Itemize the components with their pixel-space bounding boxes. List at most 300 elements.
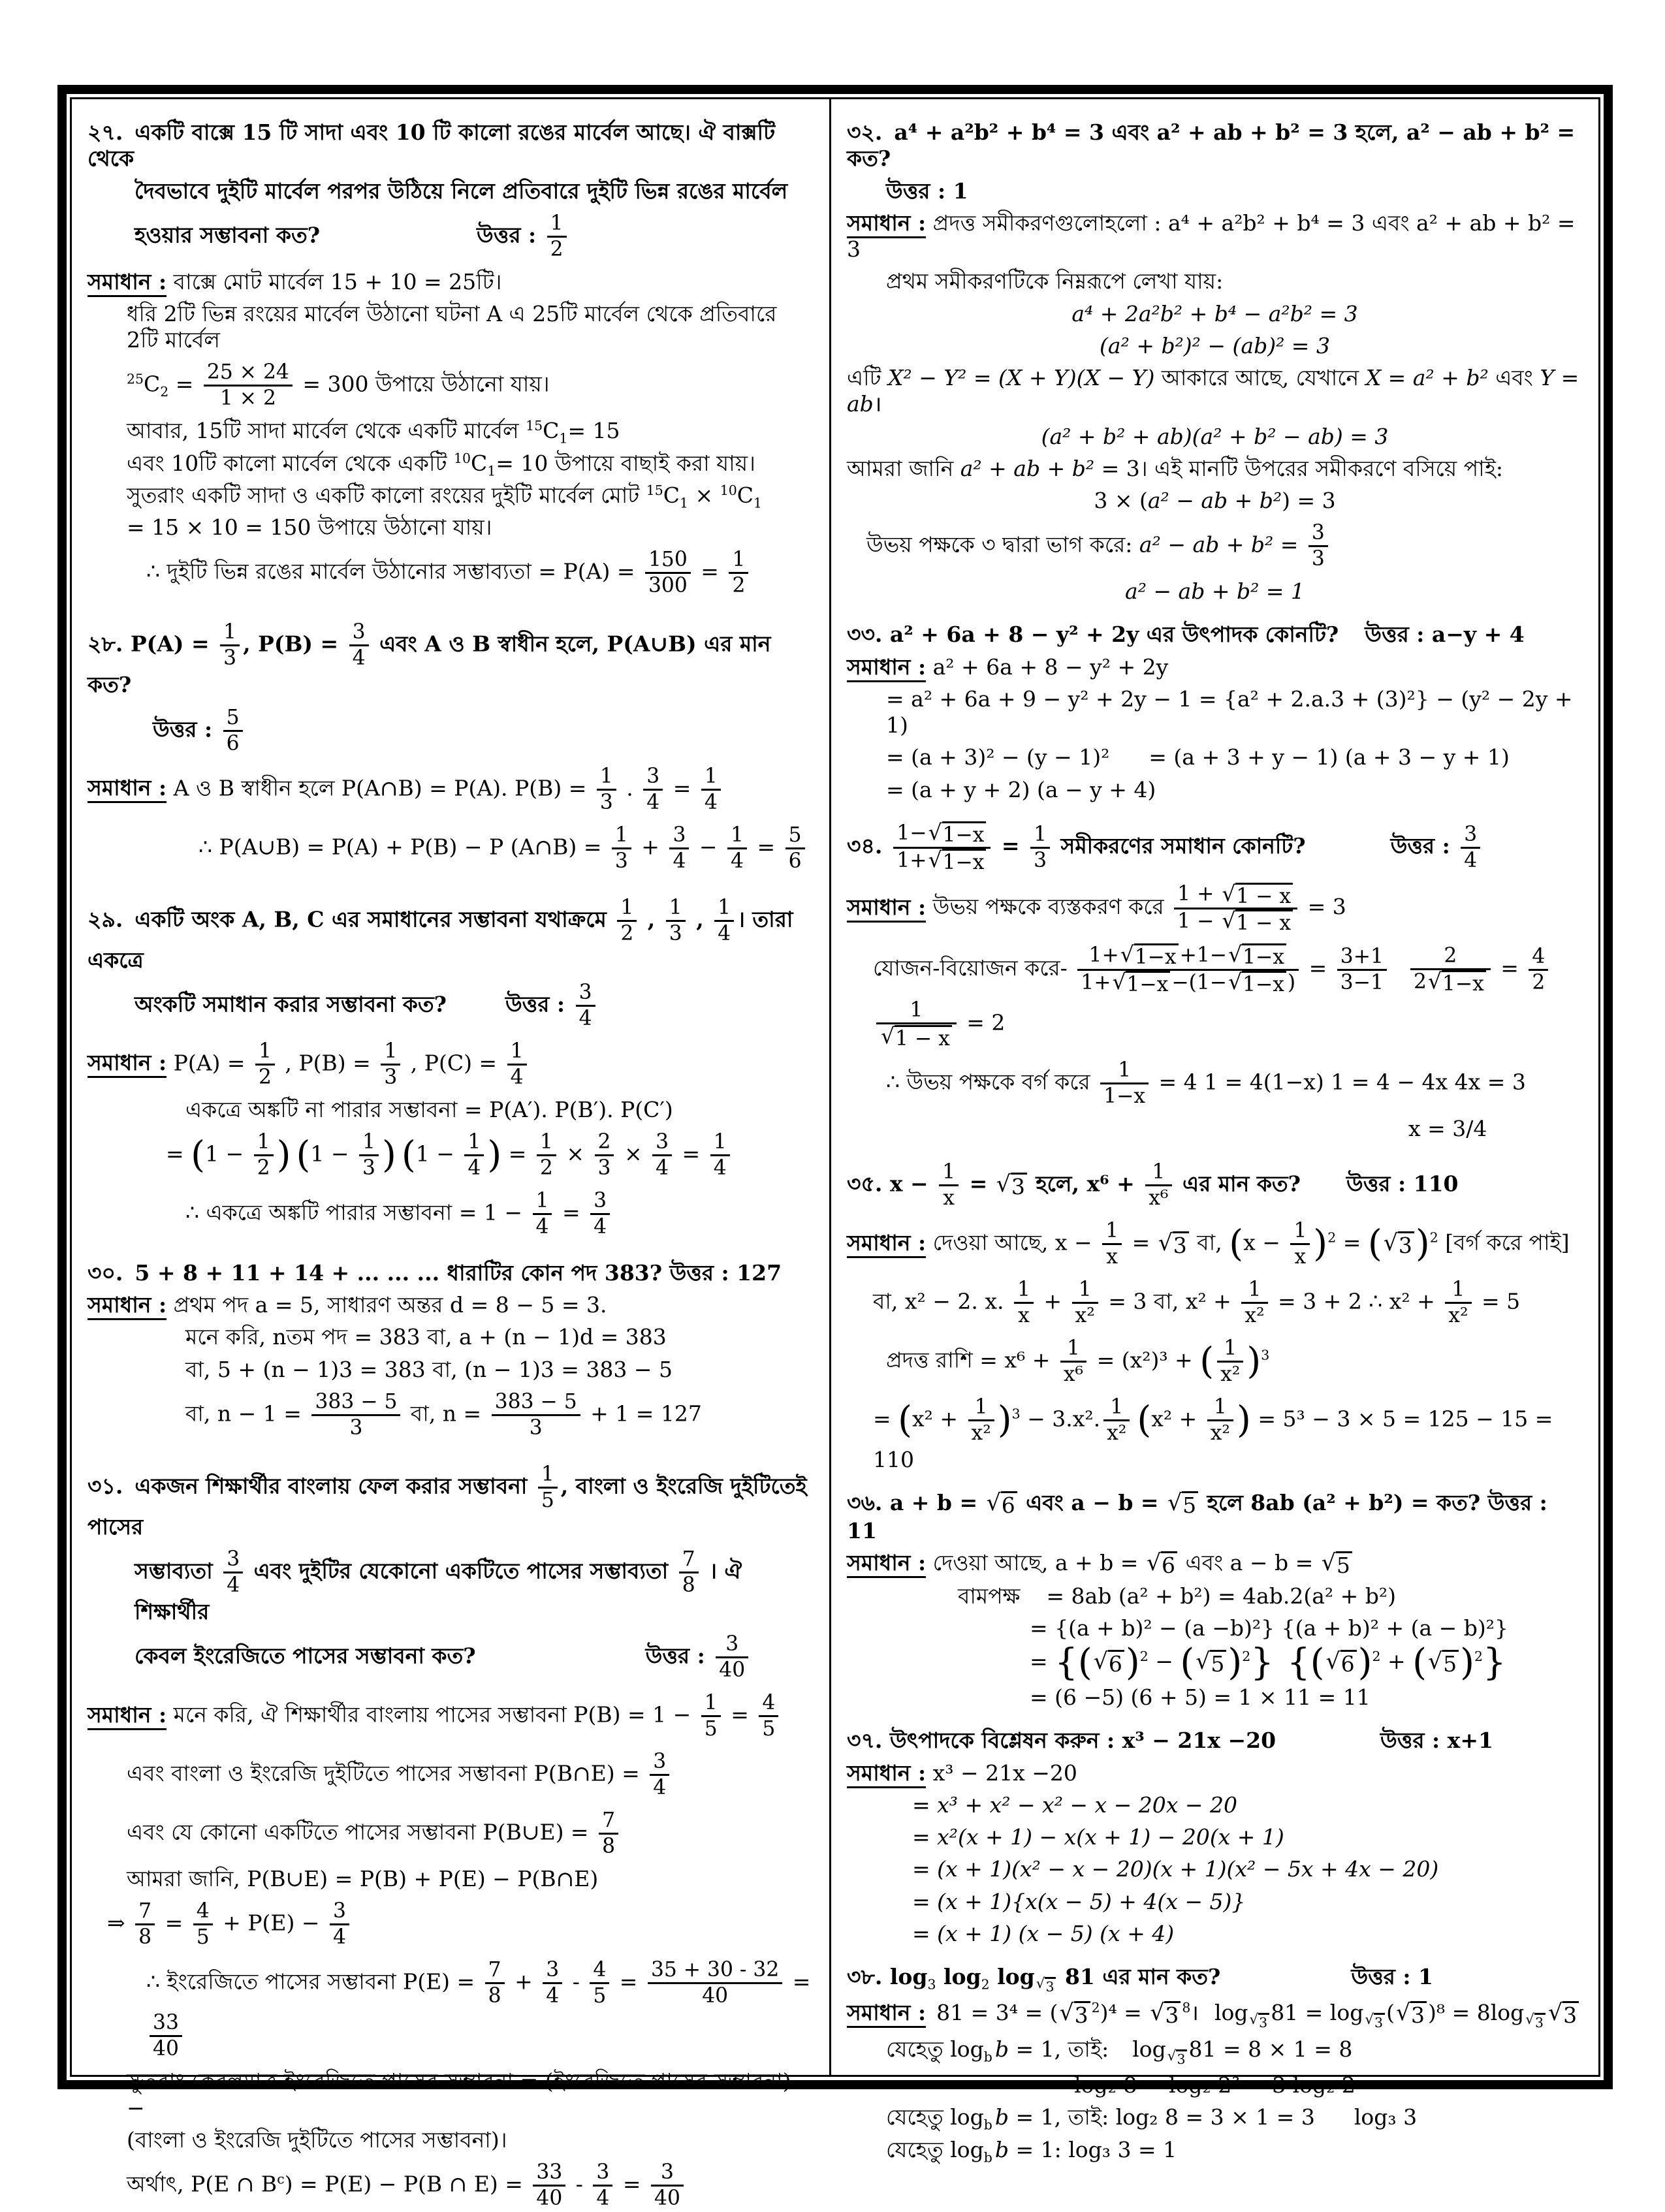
fraction xyxy=(1207,1395,1233,1446)
math-line xyxy=(87,894,814,973)
fraction xyxy=(759,1691,778,1741)
radical-sign-icon: √ xyxy=(1427,968,1442,994)
math-line: বা, x² − 2. x. $\frac{1}{x}$ + $\frac{1}{\text{x²}}$ = 3 বা, x² + $\frac{1}{\text{x²}}$ = 3 + 2 ∴ x² + $\frac{1}{\text{x²}}$ = 5 xyxy=(873,1278,1521,1328)
math-line xyxy=(847,1964,1583,1994)
math-line: ∴ একত্রে অঙ্কটি পারার সম্ভাবনা = 1 − $\frac{1}{4}$ = $\frac{3}{4}$ xyxy=(185,1188,814,1240)
math-line: যোজন-বিয়োজন করে- 1+ √ 1−x +1− √ 1−x 1+ √ 1−x −(1− √ 1−x ) = $\frac{3+1}{3-1}$ 2 2 √ 1−x = $\frac{4}{2}$ 1 √ 1 − x = 2 xyxy=(873,942,1583,1051)
bold-text: হলে, x⁶ + xyxy=(1028,1171,1143,1197)
bold-text: উত্তর : 1 xyxy=(1351,1964,1433,1990)
italic-math: = (x + 1) (x − 5) (x + 4) xyxy=(912,1920,1175,1946)
math-line: x = 3/4 xyxy=(1408,1116,1487,1142)
radicand: 5 xyxy=(1336,1551,1352,1577)
superscript: 2 xyxy=(1327,1229,1337,1246)
math-line: সমাধান : P(A) = $\frac{1}{2}$ , P(B) = $\frac{1}{3}$ , P(C) = $\frac{1}{4}$ xyxy=(87,1038,814,1091)
radicand: 5 xyxy=(1442,1650,1459,1676)
bold-text: ৩০. xyxy=(87,1259,123,1286)
fraction xyxy=(150,2011,182,2061)
big-bracket: ) xyxy=(276,1133,291,1177)
radical-sign-icon: √ xyxy=(1428,1649,1443,1675)
solution-label: সমাধান : xyxy=(847,210,926,238)
bold-text: হলে 8ab (a² + b²) = কত? উত্তর : 11 xyxy=(847,1490,1547,1543)
denominator: 40 xyxy=(536,2187,563,2211)
math-line: আমরা জানি, P(B∪E) = P(B) + P(E) − P(B∩E) xyxy=(127,1866,599,1892)
superscript: c xyxy=(277,2171,285,2187)
superscript: 8 xyxy=(1182,2000,1191,2016)
denominator: 2 xyxy=(550,237,563,261)
numerator: 3 xyxy=(223,1547,243,1573)
fraction xyxy=(666,896,686,946)
right-column xyxy=(831,99,1598,2166)
superscript: 25 xyxy=(127,371,144,387)
math-line: বা, 5 + (n − 1)3 = 383 বা, (n − 1)3 = 383 − 5 xyxy=(185,1356,673,1382)
radicand: 1−x xyxy=(1134,943,1179,968)
numerator: 1 xyxy=(1207,1395,1233,1421)
math-line xyxy=(135,210,814,263)
denominator: 6 xyxy=(788,849,802,873)
math-line: = (6 −5) (6 + 5) = 1 × 11 = 11 xyxy=(1030,1684,1371,1711)
bold-text: কেবল ইংরেজিতে পাসের সম্ভাবনা কত? xyxy=(135,1643,476,1669)
numerator: 1+ √ 1−x +1− √ 1−x xyxy=(1077,943,1299,971)
math-line xyxy=(912,1889,1583,1915)
radical-sign-icon: √ xyxy=(1222,908,1236,934)
subscript: b xyxy=(983,2049,992,2065)
numerator: 3 xyxy=(543,1958,562,1984)
math-line: বা, n − 1 = $\frac{383 - 5}{3}$ বা, n = $\frac{383 - 5}{3}$ + 1 = 127 xyxy=(185,1389,702,1440)
math-line: ∴ উভয় পক্ষকে বর্গ করে $\frac{1}{1-x}$ = 4 1 = 4(1−x) 1 = 4 − 4x 4x = 3 xyxy=(886,1058,1526,1109)
bold-text: একটি অংক A, B, C এর সমাধানের সম্ভাবনা যথাক্রমে xyxy=(135,906,614,932)
numerator: 3 xyxy=(576,981,595,1007)
math-line: সুতরাং একটি সাদা ও একটি কালো রংয়ের দুইটি মার্বেল মোট $^{15}C_1 \times ^{10}C_1$ xyxy=(127,482,762,511)
radicand: 5 xyxy=(1210,1650,1226,1676)
fraction xyxy=(223,706,243,756)
numerator: 3 xyxy=(349,620,369,646)
numerator: 1 xyxy=(1103,1395,1130,1421)
denominator: 4 xyxy=(673,849,686,873)
numerator: 5 xyxy=(785,823,805,849)
math-line: সমাধান : দেওয়া আছে, a + b = √ 6 এবং a − b = √ 5 xyxy=(847,1550,1583,1577)
bold-text: সমীকরণের সমাধান কোনটি? xyxy=(1053,833,1306,859)
math-line xyxy=(912,1792,1583,1818)
bold-text: উত্তর : xyxy=(477,222,544,248)
italic-math: (a² + b²)² − (ab)² = 3 xyxy=(1100,332,1330,358)
italic-math: Y = ab xyxy=(847,365,1579,417)
fraction xyxy=(547,212,567,262)
numerator: 1 xyxy=(612,823,631,849)
fraction xyxy=(543,1958,562,2008)
radicand: 3 xyxy=(1410,2001,1427,2027)
numerator: 7 xyxy=(135,1899,155,1925)
bold-text: ২৭. xyxy=(87,119,123,145)
radicand: 3 xyxy=(1398,1231,1414,1257)
math-line: = (a + 3)² − (y − 1)² = (a + 3 + y − 1) (a + 3 − y + 1) xyxy=(886,744,1510,770)
denominator: x² xyxy=(1220,1363,1241,1387)
numerator: 4 xyxy=(193,1899,213,1925)
denominator: x⁶ xyxy=(1149,1186,1169,1210)
solution-label: সমাধান : xyxy=(847,654,926,682)
subscript xyxy=(1166,2047,1189,2067)
denominator: 1+ √ 1−x xyxy=(893,849,991,874)
subscript: 1 xyxy=(559,431,568,447)
numerator: 1 xyxy=(701,765,721,791)
numerator: 1 xyxy=(617,896,637,922)
bold-text: ২৯. xyxy=(87,906,123,932)
denominator: 3−1 xyxy=(1340,970,1384,994)
denominator: x xyxy=(1294,1245,1307,1269)
solution-label: সমাধান : xyxy=(87,1050,166,1078)
radical-sign-icon: √ xyxy=(1365,2012,1374,2029)
fraction xyxy=(648,1958,782,2008)
fraction xyxy=(1030,823,1050,873)
bold-text: 81 এর মান কত? xyxy=(1057,1964,1221,1990)
math-line xyxy=(847,333,1583,359)
math-line: log₂ 8 = log₂ 2³ = 3 log₂ 2 xyxy=(1074,2072,1356,2098)
subscript xyxy=(1363,2013,1386,2029)
numerator: 1 xyxy=(597,765,616,791)
italic-math: b xyxy=(994,2104,1009,2130)
numerator: 1 xyxy=(537,1130,556,1156)
denominator: 8 xyxy=(602,1835,616,1859)
bold-text: উত্তর : x+1 xyxy=(1380,1728,1493,1754)
fraction xyxy=(617,896,637,946)
denominator: 1 × 2 xyxy=(219,387,276,411)
italic-math: a² − ab + b² xyxy=(1139,531,1274,558)
bold-text: এবং A ও B স্বাধীন হলে, P(A∪B) এর মান কত? xyxy=(87,631,771,698)
solution-label: সমাধান : xyxy=(87,1702,166,1730)
radical-sign-icon: √ xyxy=(1395,2000,1411,2027)
numerator: 25 × 24 xyxy=(204,360,293,387)
numerator: 1− √ 1−x xyxy=(893,821,991,849)
numerator: 3 xyxy=(590,1189,610,1215)
denominator: 4 xyxy=(1464,848,1478,872)
radical-sign-icon: √ xyxy=(1036,1975,1045,1992)
superscript: 2 xyxy=(1474,1649,1483,1665)
fraction xyxy=(1241,1278,1267,1328)
math-line xyxy=(886,178,1583,204)
denominator: 5 xyxy=(541,1488,554,1512)
math-line xyxy=(87,1461,814,1540)
numerator: 3 xyxy=(669,823,689,849)
numerator: 1 xyxy=(1102,1219,1122,1245)
denominator: x² xyxy=(1075,1304,1095,1328)
solution-label: সমাধান : xyxy=(847,894,926,923)
numerator: 4 xyxy=(1529,945,1548,971)
math-line: একত্রে অঙ্কটি না পারার সম্ভাবনা = P(A′). P(B′). P(C′) xyxy=(185,1096,673,1122)
radical-sign-icon: √ xyxy=(1249,2012,1259,2029)
denominator: 4 xyxy=(227,1573,240,1598)
bold-text: a⁴ + a²b² + b⁴ = 3 এবং a² + ab + b² = 3 হলে, a² − ab + b² = কত? xyxy=(847,119,1576,172)
radicand: 3 xyxy=(1258,2013,1269,2030)
denominator: 3 xyxy=(223,646,237,671)
denominator: 2 xyxy=(539,1156,553,1180)
numerator: 1 xyxy=(464,1130,484,1156)
denominator: 3 xyxy=(669,921,682,945)
numerator: 1 xyxy=(538,1462,558,1489)
bold-text: উত্তর : xyxy=(153,716,220,742)
numerator: 3 xyxy=(650,1750,669,1776)
fraction xyxy=(1445,1278,1471,1328)
denominator: 40 xyxy=(702,1984,729,2008)
math-line: = a² + 6a + 9 − y² + 2y − 1 = {a² + 2.a.3 + (3)²} − (y² − 2y + 1) xyxy=(886,686,1573,738)
math-line xyxy=(847,820,1583,875)
bold-text: , xyxy=(688,906,712,932)
sqrt-radical xyxy=(1167,1491,1198,1517)
radicand: 3 xyxy=(1011,1173,1027,1199)
bold-text: । ঐ শিক্ষার্থীর xyxy=(135,1558,742,1625)
fraction xyxy=(593,2160,612,2211)
fraction xyxy=(643,765,663,815)
denominator: x xyxy=(943,1186,955,1210)
fraction xyxy=(701,1691,721,1741)
subscript: b xyxy=(983,2117,992,2133)
sqrt-radical xyxy=(1525,2013,1546,2030)
radicand: 3 xyxy=(1176,2049,1187,2066)
bold-text: ৩৬. a + b = xyxy=(847,1490,985,1516)
fraction xyxy=(349,620,369,671)
radicand: 1−x xyxy=(1126,971,1170,996)
sqrt-radical xyxy=(1228,968,1286,996)
denominator: 5 xyxy=(704,1717,718,1741)
numerator: 1 xyxy=(507,1039,527,1066)
math-line: অর্থাৎ, P(E ∩ $B^c) = P(E) - P(B$ ∩ E) = $\frac{33}{40}$ - $\frac{3}{4}$ = $\frac{3}{40}$ xyxy=(127,2159,814,2212)
big-bracket: ( xyxy=(1137,1398,1152,1442)
math-line: মনে করি, nতম পদ = 383 বা, a + (n − 1)d = 383 xyxy=(185,1324,667,1350)
solution-label: সমাধান : xyxy=(87,1292,166,1320)
numerator: 3 xyxy=(651,2160,684,2187)
fraction xyxy=(533,2160,565,2211)
fraction xyxy=(729,548,748,598)
numerator: 7 xyxy=(599,1809,618,1835)
big-bracket: ) xyxy=(1246,1340,1261,1383)
italic-math: a² + ab + b² xyxy=(960,455,1095,481)
bold-text: এর মান কত? xyxy=(1175,1171,1301,1197)
radicand: 1 − x xyxy=(1235,883,1293,908)
denominator: 2 xyxy=(620,921,634,945)
numerator: 1 xyxy=(381,1039,400,1066)
big-bracket: ) xyxy=(1228,1641,1243,1684)
radicand: 3 xyxy=(1074,2001,1090,2027)
sqrt-radical xyxy=(996,1173,1027,1199)
italic-math: b xyxy=(994,2136,1009,2162)
fraction xyxy=(876,998,957,1050)
fraction xyxy=(1529,945,1548,995)
math-line xyxy=(847,119,1583,172)
numerator: 1 xyxy=(1145,1160,1171,1186)
math-line xyxy=(847,301,1583,327)
numerator: 4 xyxy=(759,1691,778,1717)
denominator: x² xyxy=(1107,1421,1127,1446)
superscript: 2 xyxy=(1242,1649,1251,1665)
math-line: যেহেতু $\log_b b = 1$, তাই: log₂ 8 = 3 × 1 = 3 log₃ 3 xyxy=(886,2104,1418,2133)
radical-sign-icon: √ xyxy=(1150,2000,1165,2027)
numerator: 3 xyxy=(330,1899,349,1925)
denominator: 3 xyxy=(599,790,613,814)
numerator: 33 xyxy=(150,2011,182,2037)
italic-math: X² − Y² = (X + Y)(X − Y) xyxy=(888,365,1155,390)
numerator: 1 xyxy=(254,1130,274,1156)
bold-text: এবং দুইটির যেকোনো একটিতে পাসের সম্ভাব্যতা xyxy=(246,1558,676,1584)
numerator: 1 xyxy=(1217,1336,1243,1363)
math-line xyxy=(847,1159,1583,1212)
numerator: 1 xyxy=(1014,1278,1034,1304)
denominator: 3 xyxy=(1034,848,1047,872)
numerator: 1 xyxy=(533,1189,552,1215)
left-column xyxy=(72,99,831,2211)
denominator: x² xyxy=(971,1421,991,1446)
math-line: আমরা জানি a² + ab + b² = 3। এই মানটি উপরের সমীকরণে বসিয়ে পাই: xyxy=(847,455,1503,481)
radicand: 3 xyxy=(1164,2001,1181,2027)
fraction xyxy=(651,2160,684,2211)
denominator: 40 xyxy=(719,1658,746,1683)
sqrt-radical xyxy=(1396,2001,1427,2027)
numerator: 1 xyxy=(729,548,748,574)
fraction xyxy=(679,1547,699,1598)
radicand: 3 xyxy=(1562,2001,1579,2027)
bold-text: = xyxy=(962,1171,995,1197)
radical-sign-icon: √ xyxy=(1325,1649,1340,1675)
bold-text: সম্ভাব্যতা xyxy=(135,1558,221,1584)
superscript: 3 xyxy=(1011,1406,1021,1422)
subscript: b xyxy=(983,2149,992,2166)
bold-text: ৩৭. উৎপাদকে বিশ্লেষন করুন : x³ − 21x −20 xyxy=(847,1728,1276,1754)
bold-text: ৩২. xyxy=(847,119,883,145)
fraction xyxy=(204,360,293,411)
math-line: প্রদত্ত রাশি = x⁶ + $\frac{1}{\text{x⁶}}$ = (x²)³ + ( $\frac{1}{\text{x²}}$ )$^3$ xyxy=(886,1336,1270,1387)
sqrt-radical xyxy=(928,821,987,846)
bold-text: । তারা একত্রে xyxy=(87,906,793,973)
superscript: 2 xyxy=(1091,2000,1100,2016)
fraction xyxy=(533,1189,552,1239)
sqrt-radical xyxy=(1228,943,1286,968)
fraction xyxy=(223,1547,243,1598)
italic-math: a² − ab + b² = 1 xyxy=(1125,578,1305,605)
fraction xyxy=(1174,882,1297,934)
math-line: সমাধান : উভয় পক্ষকে ব্যস্তকরণ করে 1 + √ 1 − x 1 − √ 1 − x = 3 xyxy=(847,880,1346,936)
denominator: 2 xyxy=(1532,970,1546,994)
math-line xyxy=(87,619,814,698)
radicand: 6 xyxy=(1161,1551,1177,1577)
radical-sign-icon: √ xyxy=(928,819,942,845)
numerator: 150 xyxy=(645,548,691,574)
math-line: = {( √ 6 )$^2$ − ( √ 5 )$^2$} {( √ 6 )$^2$ + ( √ 5 )$^2$} xyxy=(1030,1641,1506,1684)
sqrt-radical xyxy=(1150,2001,1181,2027)
big-bracket: ) xyxy=(487,1133,502,1177)
sqrt-radical xyxy=(1365,2013,1385,2030)
radical-sign-icon: √ xyxy=(928,846,942,872)
radicand: 6 xyxy=(1001,1491,1017,1517)
radical-sign-icon: √ xyxy=(1383,1229,1398,1256)
sqrt-radical xyxy=(1326,1650,1357,1676)
math-line: = (a + y + 2) (a − y + 4) xyxy=(886,776,1156,802)
numerator: 5 xyxy=(223,706,243,732)
numerator: 7 xyxy=(679,1547,699,1573)
radicand: 3 xyxy=(1045,1977,1056,1994)
math-line: $^{25}C_2$ = $\frac{25 \times 24}{1 \times 2}$ = 300 উপায়ে উঠানো যায়। xyxy=(127,360,550,411)
numerator: 1 xyxy=(1060,1336,1086,1363)
denominator: 4 xyxy=(594,1214,607,1239)
superscript: 10 xyxy=(453,450,471,466)
subscript xyxy=(1524,2013,1547,2029)
numerator: 1 xyxy=(1072,1278,1098,1304)
denominator: 2 √ 1−x xyxy=(1410,970,1491,996)
numerator: 1 xyxy=(220,620,240,646)
denominator: 8 xyxy=(488,1984,501,2008)
fraction xyxy=(710,1130,730,1180)
fraction xyxy=(492,1390,580,1440)
math-line: 3 × (a² − ab + b²) = 3 xyxy=(1094,488,1336,513)
big-bracket: ) xyxy=(997,1398,1012,1442)
numerator: 3 xyxy=(1308,521,1328,547)
fraction xyxy=(652,1130,672,1180)
big-bracket: ( xyxy=(1199,1340,1214,1383)
fraction xyxy=(597,765,616,815)
math-line: যেহেতু $\log_b b = 1$: log₃ 3 = 1 xyxy=(886,2136,1177,2166)
radicand: 3 xyxy=(1534,2013,1546,2030)
numerator: 1 xyxy=(710,1130,730,1156)
denominator: 2 xyxy=(259,1065,272,1089)
sqrt-radical xyxy=(987,1491,1017,1517)
math-line xyxy=(912,1921,1583,1947)
radical-sign-icon: √ xyxy=(1321,1549,1336,1576)
big-bracket: ) xyxy=(1415,1222,1430,1265)
fraction xyxy=(1072,1278,1098,1328)
bold-text: একজন শিক্ষার্থীর বাংলায় ফেল করার সম্ভাবনা xyxy=(135,1473,535,1499)
superscript: 10 xyxy=(720,482,737,498)
numerator: 3 xyxy=(716,1632,748,1658)
math-line xyxy=(847,1490,1583,1543)
big-bracket: ( xyxy=(401,1133,416,1177)
radicand: 3 xyxy=(1173,1231,1189,1257)
radical-sign-icon: √ xyxy=(1222,880,1236,906)
radical-sign-icon: √ xyxy=(1112,968,1126,994)
math-line: (বাংলা ও ইংরেজি দুইটিতে পাসের সম্ভাবনা)। xyxy=(127,2126,507,2153)
denominator: 1 − √ 1 − x xyxy=(1174,909,1297,935)
big-bracket: ) xyxy=(1313,1222,1328,1265)
sqrt-radical xyxy=(1384,1231,1414,1257)
sqrt-radical xyxy=(1167,2049,1188,2066)
denominator: 2 xyxy=(732,574,746,598)
numerator: 3 xyxy=(652,1130,672,1156)
big-bracket: ) xyxy=(1125,1641,1140,1684)
math-line: বামপক্ষ = 8ab (a² + b²) = 4ab.2(a² + b²) xyxy=(958,1583,1397,1609)
denominator: 3 xyxy=(614,849,628,873)
denominator: 300 xyxy=(648,574,688,598)
numerator: 1 + √ 1 − x xyxy=(1174,882,1297,909)
math-line: সমাধান : দেওয়া আছে, x − $\frac{1}{x}$ = √ 3 বা, (x − $\frac{1}{x}$ )$^2$ = ( √ 3 )$^2$ [বর্গ করে পাই] xyxy=(847,1219,1570,1269)
sqrt-radical xyxy=(1222,880,1293,908)
fraction xyxy=(220,620,240,671)
fraction xyxy=(590,1189,610,1239)
fraction xyxy=(1337,945,1387,995)
sqrt-radical xyxy=(1094,1650,1124,1676)
denominator: 4 xyxy=(579,1006,592,1030)
numerator: 7 xyxy=(485,1958,505,1984)
math-line: সমাধান : প্রথম পদ a = 5, সাধারণ অন্তর d = 8 − 5 = 3. xyxy=(87,1292,814,1318)
superscript: 2 xyxy=(1429,1229,1438,1246)
superscript: 2 xyxy=(1139,1649,1149,1665)
denominator: x xyxy=(1106,1245,1118,1269)
sqrt-radical xyxy=(881,1022,952,1051)
numerator: 1 xyxy=(359,1130,379,1156)
fraction xyxy=(590,1958,609,2008)
fraction xyxy=(714,896,734,946)
denominator: 3 xyxy=(349,1415,363,1440)
fraction xyxy=(135,1899,155,1950)
big-bracket: ( xyxy=(1180,1641,1195,1684)
fraction xyxy=(1145,1160,1171,1210)
denominator: 1+ √ 1−x −(1− √ 1−x ) xyxy=(1081,968,1296,996)
math-line xyxy=(87,119,814,172)
bold-text: log xyxy=(989,1964,1035,1990)
